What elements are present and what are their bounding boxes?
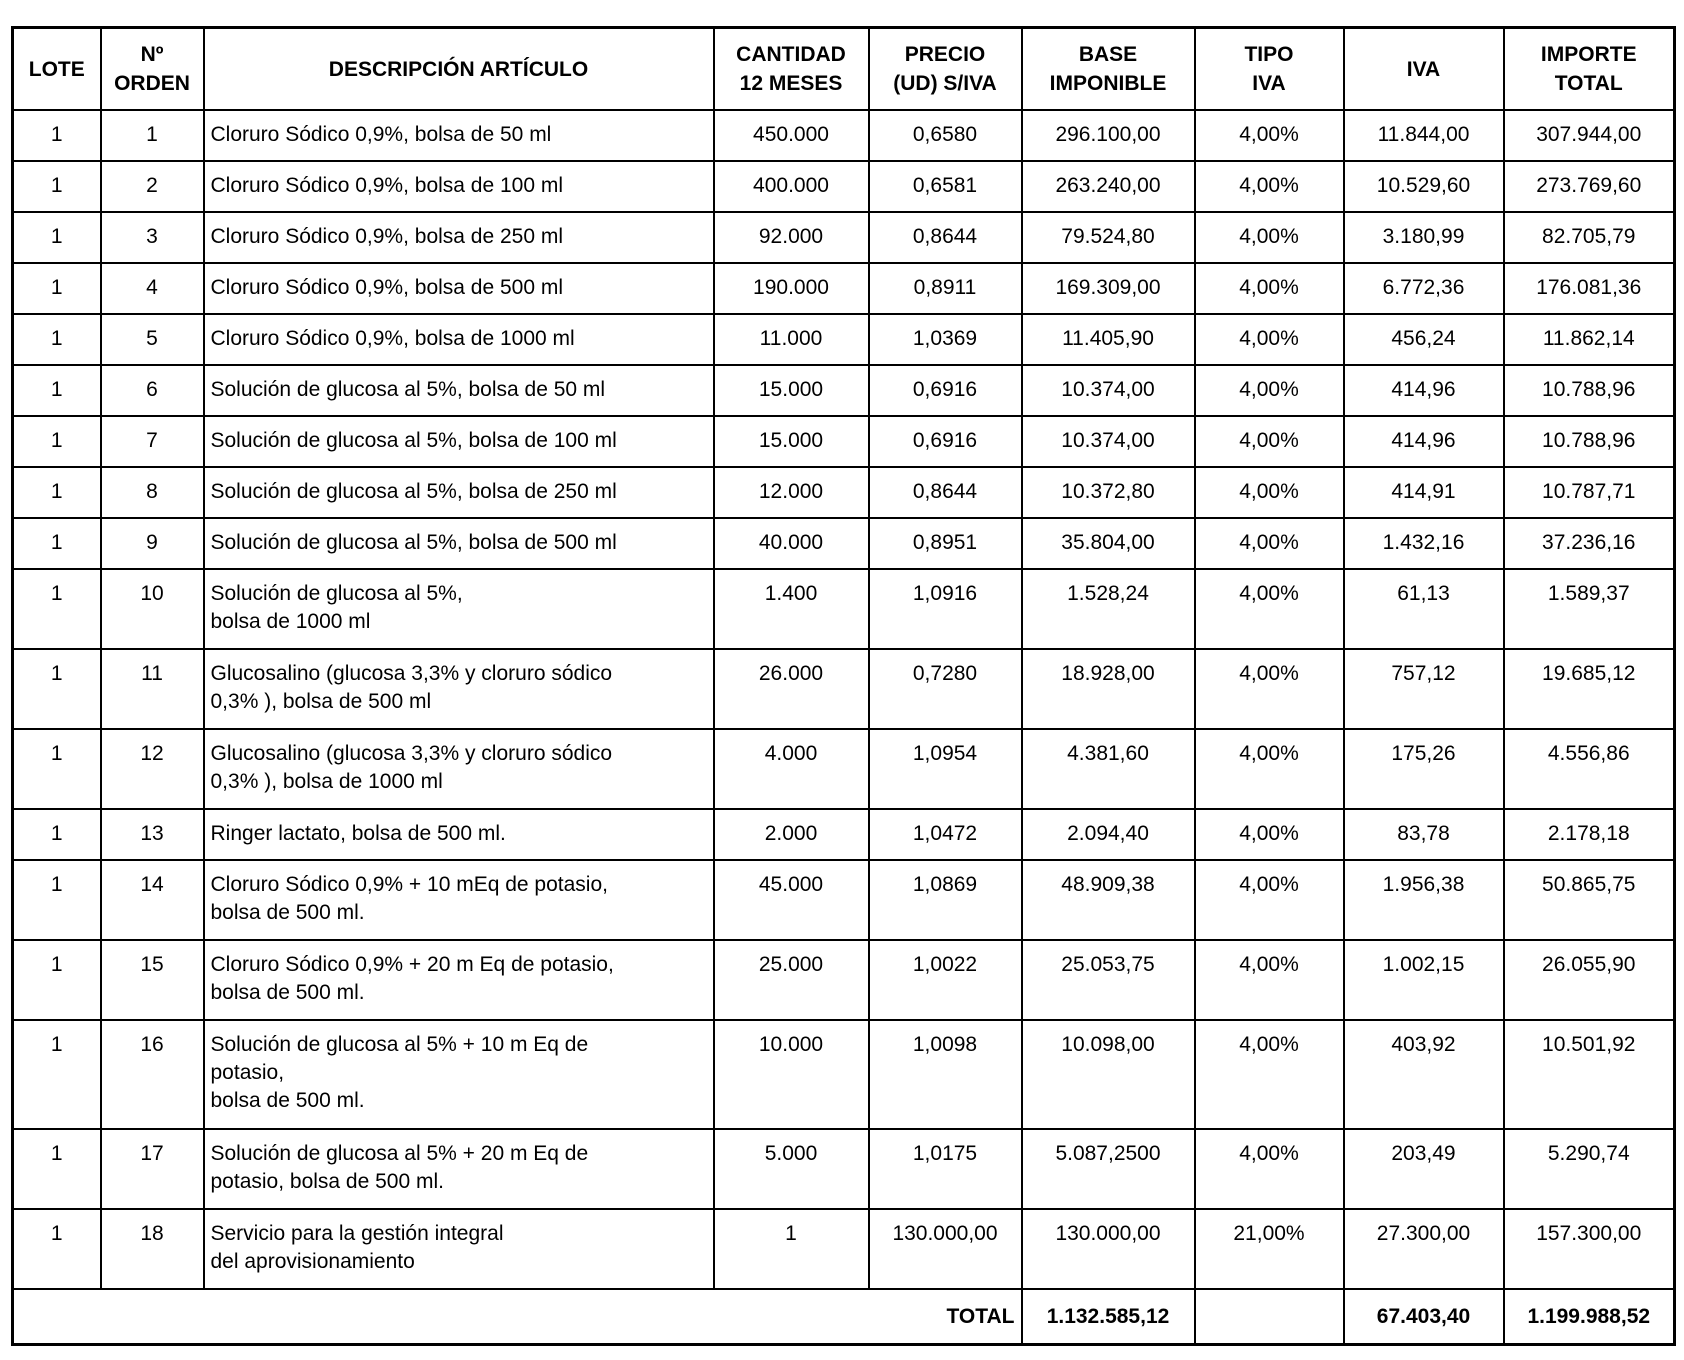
cell-importe-total: 5.290,74 [1504, 1129, 1675, 1209]
cell-iva: 414,96 [1344, 416, 1504, 467]
cell-precio: 0,8644 [869, 212, 1022, 263]
cell-importe-total: 10.787,71 [1504, 467, 1675, 518]
total-base-imponible: 1.132.585,12 [1022, 1289, 1195, 1345]
cell-tipo-iva: 4,00% [1195, 467, 1344, 518]
cell-precio: 1,0472 [869, 809, 1022, 860]
cell-iva: 414,91 [1344, 467, 1504, 518]
cell-lote: 1 [13, 314, 101, 365]
header-precio: PRECIO (UD) S/IVA [869, 28, 1022, 111]
cell-orden: 1 [101, 110, 204, 161]
cell-importe-total: 157.300,00 [1504, 1209, 1675, 1289]
cell-tipo-iva: 4,00% [1195, 416, 1344, 467]
cell-descripcion: Cloruro Sódico 0,9% + 10 mEq de potasio, bolsa de 500 ml. [204, 860, 714, 940]
cell-lote: 1 [13, 860, 101, 940]
cell-iva: 175,26 [1344, 729, 1504, 809]
cell-cantidad: 5.000 [714, 1129, 869, 1209]
header-importe-total: IMPORTE TOTAL [1504, 28, 1675, 111]
cell-base-imponible: 5.087,2500 [1022, 1129, 1195, 1209]
cell-iva: 61,13 [1344, 569, 1504, 649]
cell-tipo-iva: 21,00% [1195, 1209, 1344, 1289]
cell-precio: 130.000,00 [869, 1209, 1022, 1289]
cell-iva: 83,78 [1344, 809, 1504, 860]
cell-descripcion: Solución de glucosa al 5%, bolsa de 250 ml [204, 467, 714, 518]
table-row [13, 314, 1675, 365]
cell-importe-total: 37.236,16 [1504, 518, 1675, 569]
cell-precio: 1,0916 [869, 569, 1022, 649]
cell-cantidad: 26.000 [714, 649, 869, 729]
header-row [13, 28, 1675, 111]
cell-importe-total: 4.556,86 [1504, 729, 1675, 809]
cell-orden: 15 [101, 940, 204, 1020]
cell-descripcion: Cloruro Sódico 0,9%, bolsa de 50 ml [204, 110, 714, 161]
cell-descripcion: Glucosalino (glucosa 3,3% y cloruro sódico 0,3% ), bolsa de 500 ml [204, 649, 714, 729]
cell-precio: 1,0098 [869, 1020, 1022, 1129]
cell-base-imponible: 130.000,00 [1022, 1209, 1195, 1289]
cell-tipo-iva: 4,00% [1195, 809, 1344, 860]
table-row [13, 110, 1675, 161]
cell-orden: 13 [101, 809, 204, 860]
table-row [13, 518, 1675, 569]
cell-base-imponible: 1.528,24 [1022, 569, 1195, 649]
cell-tipo-iva: 4,00% [1195, 940, 1344, 1020]
cell-tipo-iva: 4,00% [1195, 365, 1344, 416]
cell-orden: 18 [101, 1209, 204, 1289]
cell-lote: 1 [13, 1020, 101, 1129]
cell-precio: 0,6916 [869, 365, 1022, 416]
cell-importe-total: 11.862,14 [1504, 314, 1675, 365]
cell-cantidad: 1.400 [714, 569, 869, 649]
cell-descripcion: Solución de glucosa al 5% + 10 m Eq de potasio, bolsa de 500 ml. [204, 1020, 714, 1129]
cell-cantidad: 450.000 [714, 110, 869, 161]
cell-precio: 0,6916 [869, 416, 1022, 467]
cell-lote: 1 [13, 809, 101, 860]
cell-base-imponible: 4.381,60 [1022, 729, 1195, 809]
table-row [13, 940, 1675, 1020]
cell-cantidad: 10.000 [714, 1020, 869, 1129]
total-iva: 67.403,40 [1344, 1289, 1504, 1345]
cell-tipo-iva: 4,00% [1195, 263, 1344, 314]
table-row [13, 569, 1675, 649]
header-iva: IVA [1344, 28, 1504, 111]
cell-cantidad: 15.000 [714, 365, 869, 416]
cell-iva: 11.844,00 [1344, 110, 1504, 161]
cell-descripcion: Cloruro Sódico 0,9% + 20 m Eq de potasio, bolsa de 500 ml. [204, 940, 714, 1020]
cell-iva: 456,24 [1344, 314, 1504, 365]
cell-importe-total: 176.081,36 [1504, 263, 1675, 314]
cell-orden: 7 [101, 416, 204, 467]
cell-lote: 1 [13, 161, 101, 212]
table-row [13, 729, 1675, 809]
cell-base-imponible: 35.804,00 [1022, 518, 1195, 569]
cell-lote: 1 [13, 940, 101, 1020]
cell-cantidad: 92.000 [714, 212, 869, 263]
cell-importe-total: 26.055,90 [1504, 940, 1675, 1020]
cell-iva: 757,12 [1344, 649, 1504, 729]
cell-lote: 1 [13, 110, 101, 161]
header-descripcion: DESCRIPCIÓN ARTÍCULO [204, 28, 714, 111]
table-row [13, 161, 1675, 212]
cell-importe-total: 82.705,79 [1504, 212, 1675, 263]
cell-precio: 0,6581 [869, 161, 1022, 212]
cell-iva: 203,49 [1344, 1129, 1504, 1209]
header-cantidad: CANTIDAD 12 MESES [714, 28, 869, 111]
cell-precio: 0,8644 [869, 467, 1022, 518]
cell-lote: 1 [13, 518, 101, 569]
cell-base-imponible: 296.100,00 [1022, 110, 1195, 161]
cell-tipo-iva: 4,00% [1195, 314, 1344, 365]
cell-precio: 0,8911 [869, 263, 1022, 314]
cell-lote: 1 [13, 569, 101, 649]
cell-cantidad: 190.000 [714, 263, 869, 314]
cell-base-imponible: 48.909,38 [1022, 860, 1195, 940]
cell-iva: 27.300,00 [1344, 1209, 1504, 1289]
cell-orden: 11 [101, 649, 204, 729]
cell-cantidad: 2.000 [714, 809, 869, 860]
cell-iva: 1.002,15 [1344, 940, 1504, 1020]
cell-descripcion: Cloruro Sódico 0,9%, bolsa de 500 ml [204, 263, 714, 314]
cell-descripcion: Cloruro Sódico 0,9%, bolsa de 250 ml [204, 212, 714, 263]
table-row [13, 1020, 1675, 1129]
cell-orden: 16 [101, 1020, 204, 1129]
cell-base-imponible: 10.098,00 [1022, 1020, 1195, 1129]
table-row [13, 809, 1675, 860]
cell-tipo-iva: 4,00% [1195, 860, 1344, 940]
cell-tipo-iva: 4,00% [1195, 1020, 1344, 1129]
cell-orden: 9 [101, 518, 204, 569]
cell-iva: 414,96 [1344, 365, 1504, 416]
cell-tipo-iva: 4,00% [1195, 161, 1344, 212]
cell-cantidad: 40.000 [714, 518, 869, 569]
header-orden: Nº ORDEN [101, 28, 204, 111]
cell-lote: 1 [13, 467, 101, 518]
cell-descripcion: Cloruro Sódico 0,9%, bolsa de 1000 ml [204, 314, 714, 365]
cell-orden: 12 [101, 729, 204, 809]
cell-precio: 1,0954 [869, 729, 1022, 809]
total-importe: 1.199.988,52 [1504, 1289, 1675, 1345]
cell-base-imponible: 263.240,00 [1022, 161, 1195, 212]
cell-importe-total: 10.788,96 [1504, 416, 1675, 467]
cell-iva: 403,92 [1344, 1020, 1504, 1129]
cell-orden: 5 [101, 314, 204, 365]
cell-tipo-iva: 4,00% [1195, 569, 1344, 649]
cell-lote: 1 [13, 1129, 101, 1209]
cell-precio: 0,6580 [869, 110, 1022, 161]
header-base-imponible: BASE IMPONIBLE [1022, 28, 1195, 111]
cell-base-imponible: 2.094,40 [1022, 809, 1195, 860]
cell-base-imponible: 10.374,00 [1022, 365, 1195, 416]
cell-precio: 0,8951 [869, 518, 1022, 569]
table-row [13, 365, 1675, 416]
cell-precio: 1,0369 [869, 314, 1022, 365]
cell-descripcion: Ringer lactato, bolsa de 500 ml. [204, 809, 714, 860]
cell-orden: 14 [101, 860, 204, 940]
cell-tipo-iva: 4,00% [1195, 1129, 1344, 1209]
table-row [13, 1129, 1675, 1209]
cell-orden: 4 [101, 263, 204, 314]
cell-tipo-iva: 4,00% [1195, 212, 1344, 263]
cell-descripcion: Glucosalino (glucosa 3,3% y cloruro sódico 0,3% ), bolsa de 1000 ml [204, 729, 714, 809]
cell-iva: 1.432,16 [1344, 518, 1504, 569]
cell-cantidad: 1 [714, 1209, 869, 1289]
cell-descripcion: Cloruro Sódico 0,9%, bolsa de 100 ml [204, 161, 714, 212]
table-row [13, 212, 1675, 263]
cell-lote: 1 [13, 416, 101, 467]
cell-cantidad: 400.000 [714, 161, 869, 212]
cell-precio: 0,7280 [869, 649, 1022, 729]
cell-cantidad: 15.000 [714, 416, 869, 467]
cell-orden: 10 [101, 569, 204, 649]
header-lote: LOTE [13, 28, 101, 111]
cell-iva: 10.529,60 [1344, 161, 1504, 212]
cell-base-imponible: 18.928,00 [1022, 649, 1195, 729]
cell-cantidad: 25.000 [714, 940, 869, 1020]
cell-descripcion: Solución de glucosa al 5%, bolsa de 100 ml [204, 416, 714, 467]
total-row [13, 1289, 1675, 1345]
cell-orden: 3 [101, 212, 204, 263]
cell-lote: 1 [13, 649, 101, 729]
table-row [13, 467, 1675, 518]
table-row [13, 263, 1675, 314]
cell-lote: 1 [13, 263, 101, 314]
cell-cantidad: 4.000 [714, 729, 869, 809]
table-row [13, 649, 1675, 729]
cell-importe-total: 307.944,00 [1504, 110, 1675, 161]
total-label: TOTAL [13, 1289, 1022, 1345]
cell-orden: 6 [101, 365, 204, 416]
cell-base-imponible: 169.309,00 [1022, 263, 1195, 314]
cell-cantidad: 45.000 [714, 860, 869, 940]
cell-orden: 17 [101, 1129, 204, 1209]
table-row [13, 860, 1675, 940]
cell-base-imponible: 25.053,75 [1022, 940, 1195, 1020]
cell-importe-total: 50.865,75 [1504, 860, 1675, 940]
cell-importe-total: 10.788,96 [1504, 365, 1675, 416]
cell-importe-total: 10.501,92 [1504, 1020, 1675, 1129]
cell-orden: 2 [101, 161, 204, 212]
cell-base-imponible: 11.405,90 [1022, 314, 1195, 365]
cell-descripcion: Solución de glucosa al 5% + 20 m Eq de potasio, bolsa de 500 ml. [204, 1129, 714, 1209]
cell-descripcion: Solución de glucosa al 5%, bolsa de 1000 ml [204, 569, 714, 649]
cell-descripcion: Servicio para la gestión integral del aprovisionamiento [204, 1209, 714, 1289]
cell-precio: 1,0869 [869, 860, 1022, 940]
cell-base-imponible: 10.372,80 [1022, 467, 1195, 518]
cell-lote: 1 [13, 1209, 101, 1289]
lote-items-table [11, 26, 1676, 1346]
header-tipo-iva: TIPO IVA [1195, 28, 1344, 111]
cell-descripcion: Solución de glucosa al 5%, bolsa de 500 ml [204, 518, 714, 569]
cell-iva: 3.180,99 [1344, 212, 1504, 263]
cell-importe-total: 19.685,12 [1504, 649, 1675, 729]
total-tipo-iva [1195, 1289, 1344, 1345]
cell-lote: 1 [13, 212, 101, 263]
cell-cantidad: 11.000 [714, 314, 869, 365]
cell-base-imponible: 79.524,80 [1022, 212, 1195, 263]
cell-lote: 1 [13, 365, 101, 416]
cell-tipo-iva: 4,00% [1195, 110, 1344, 161]
cell-tipo-iva: 4,00% [1195, 649, 1344, 729]
cell-base-imponible: 10.374,00 [1022, 416, 1195, 467]
cell-iva: 1.956,38 [1344, 860, 1504, 940]
cell-tipo-iva: 4,00% [1195, 518, 1344, 569]
cell-orden: 8 [101, 467, 204, 518]
cell-precio: 1,0175 [869, 1129, 1022, 1209]
cell-descripcion: Solución de glucosa al 5%, bolsa de 50 ml [204, 365, 714, 416]
cell-tipo-iva: 4,00% [1195, 729, 1344, 809]
cell-precio: 1,0022 [869, 940, 1022, 1020]
cell-importe-total: 2.178,18 [1504, 809, 1675, 860]
cell-importe-total: 273.769,60 [1504, 161, 1675, 212]
cell-cantidad: 12.000 [714, 467, 869, 518]
cell-iva: 6.772,36 [1344, 263, 1504, 314]
cell-lote: 1 [13, 729, 101, 809]
table-row [13, 416, 1675, 467]
table-row [13, 1209, 1675, 1289]
cell-importe-total: 1.589,37 [1504, 569, 1675, 649]
